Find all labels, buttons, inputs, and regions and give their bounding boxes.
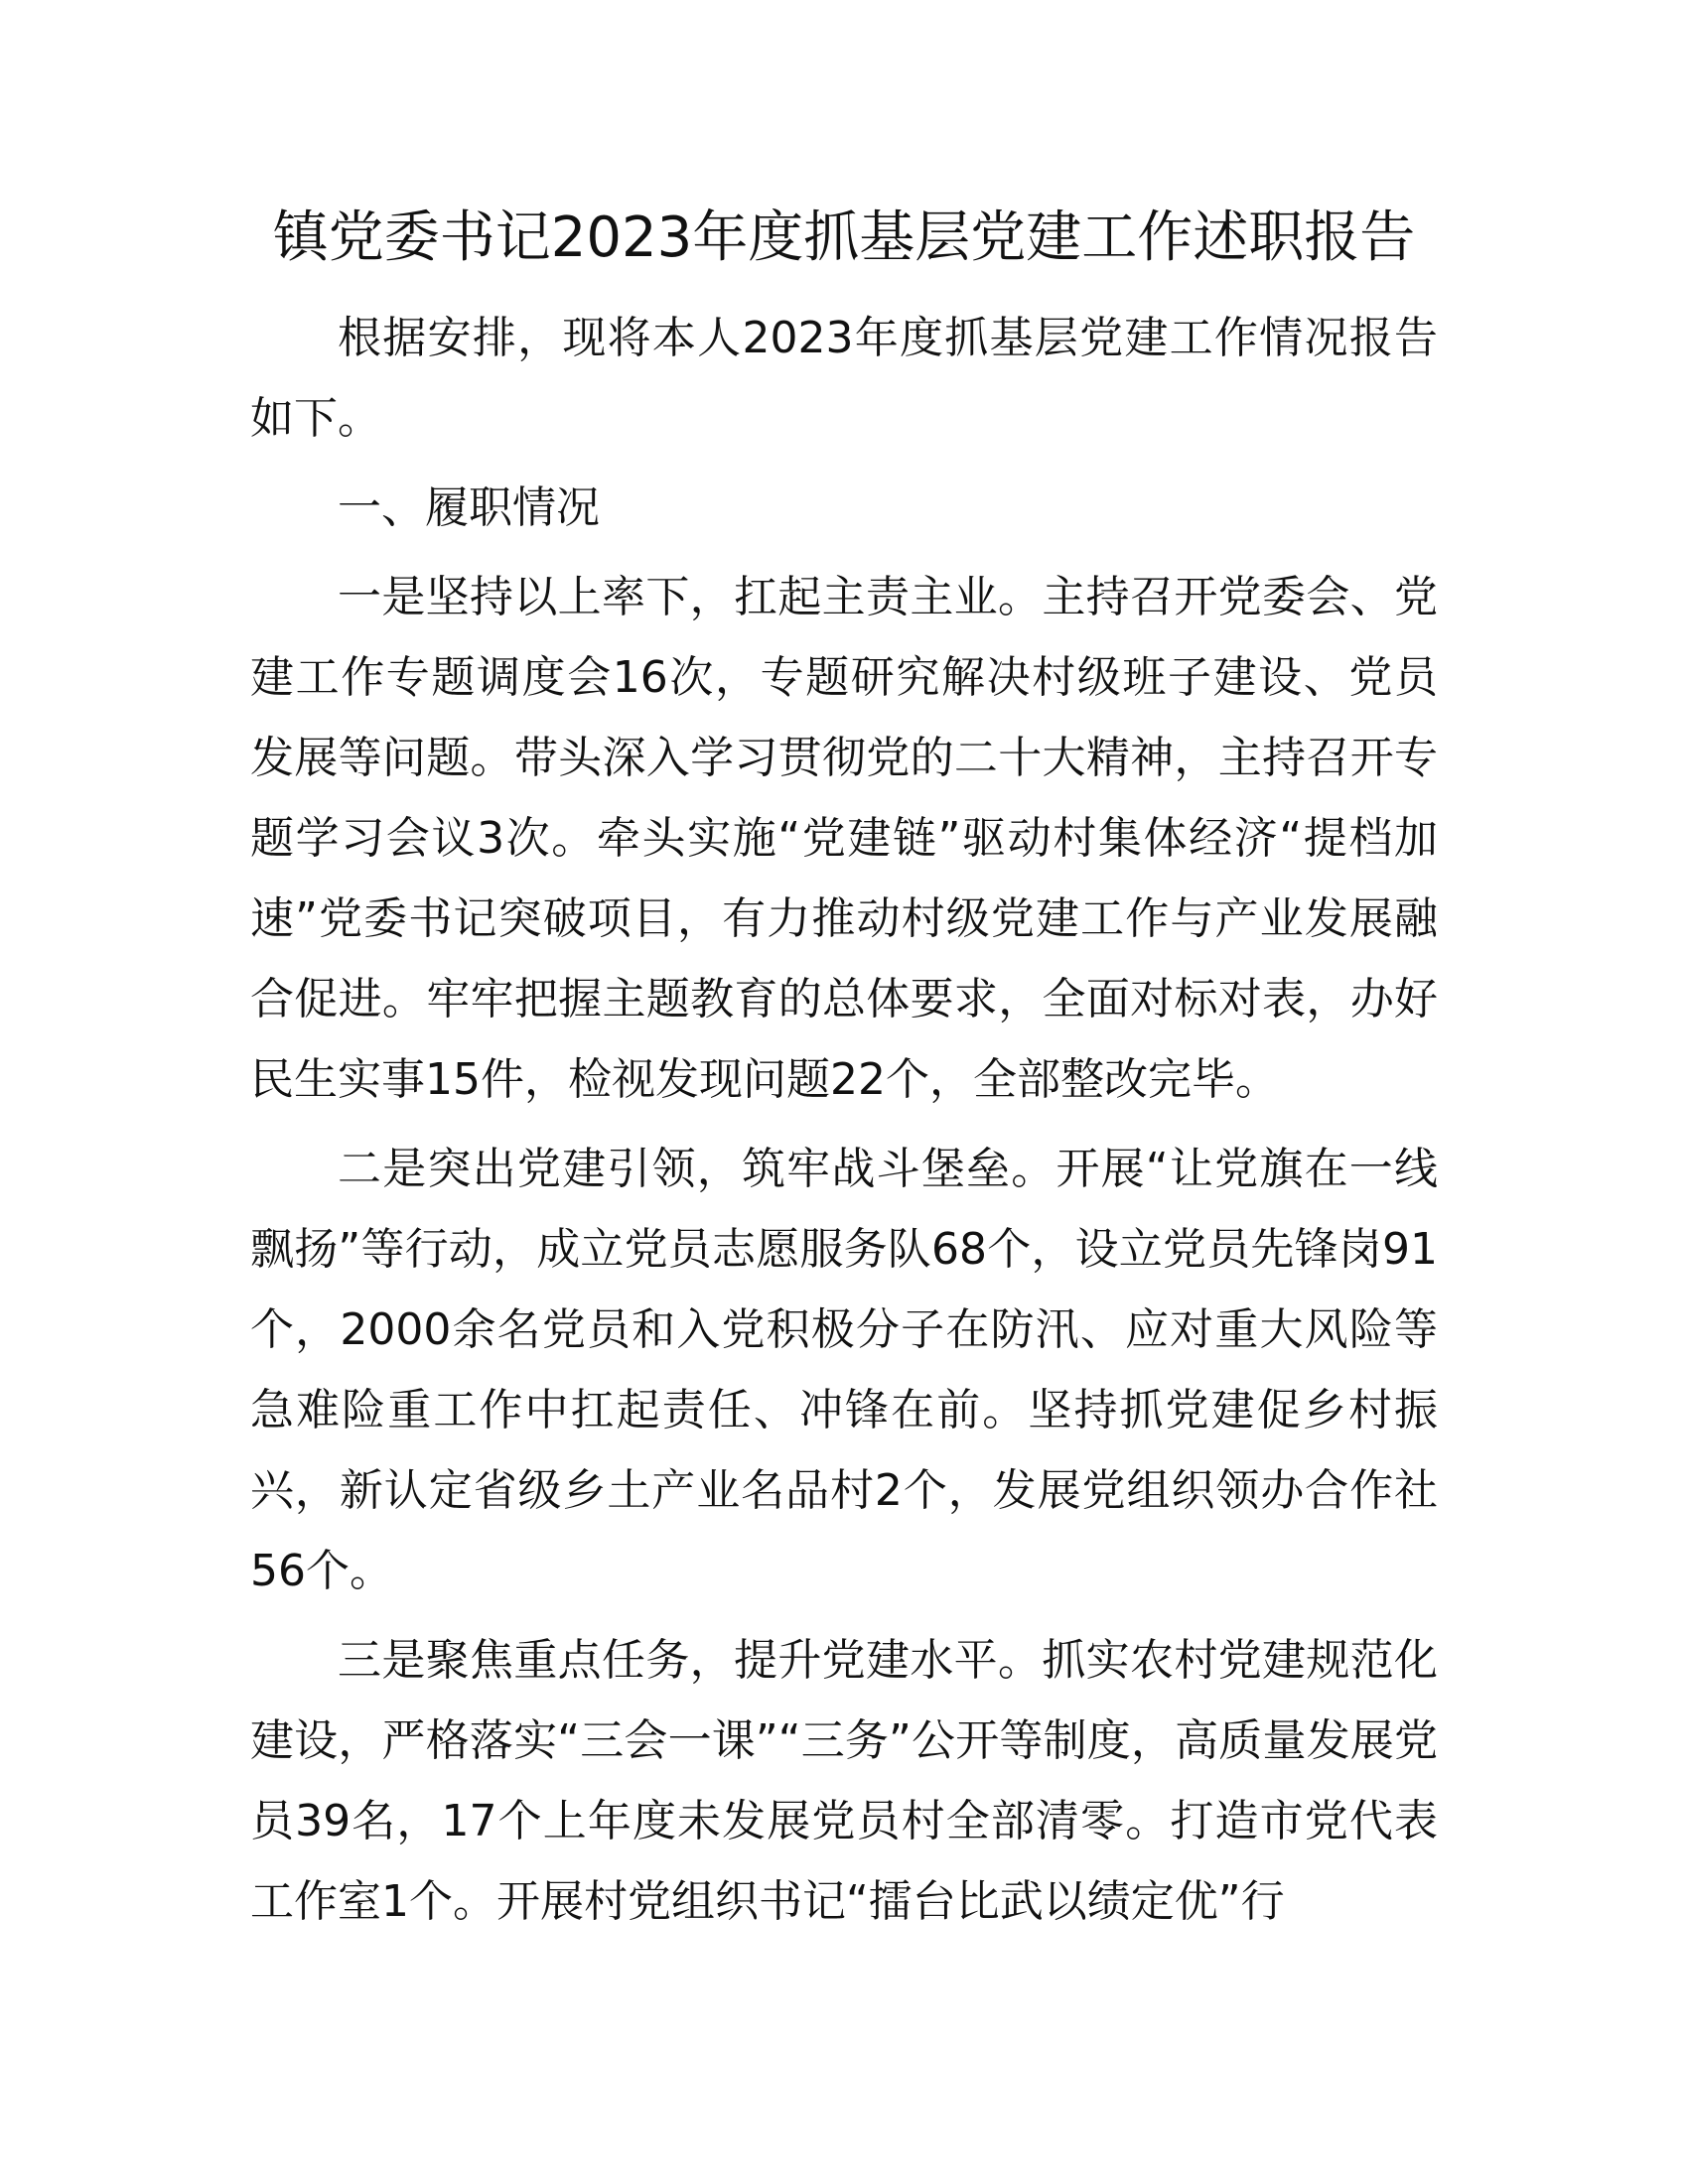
document-title: 镇党委书记2023年度抓基层党建工作述职报告 <box>272 205 1416 270</box>
paragraph-key-tasks: 三是聚焦重点任务，提升党建水平。抓实农村党建规范化建设，严格落实“三会一课”“三务”公开等制度，高质量发展党员39名，17个上年度未发展党员村全部清零。打造市党代表工作室1个。开展村党组织书记“擂台比武以绩定优”行 <box>250 1635 1438 1927</box>
section-heading-performance: 一、履职情况 <box>338 482 600 533</box>
intro-paragraph: 根据安排，现将本人2023年度抓基层党建工作情况报告如下。 <box>250 313 1438 444</box>
paragraph-leadership: 一是坚持以上率下，扛起主责主业。主持召开党委会、党建工作专题调度会16次，专题研究解决村级班子建设、党员发展等问题。带头深入学习贯彻党的二十大精神，主持召开专题学习会议3次。牵头实施“党建链”驱动村集体经济“提档加速”党委书记突破项目，有力推动村级党建工作与产业发展融合促进。牢牢把握主题教育的总体要求，全面对标对表，办好民生实事15件，检视发现问题22个，全部整改完毕。 <box>250 572 1438 1105</box>
paragraph-party-building: 二是突出党建引领，筑牢战斗堡垒。开展“让党旗在一线飘扬”等行动，成立党员志愿服务队68个，设立党员先锋岗91个，2000余名党员和入党积极分子在防汛、应对重大风险等急难险重工作中扛起责任、冲锋在前。坚持抓党建促乡村振兴，新认定省级乡土产业名品村2个，发展党组织领办合作社56个。 <box>250 1144 1438 1596</box>
document-body <box>250 298 1438 1951</box>
